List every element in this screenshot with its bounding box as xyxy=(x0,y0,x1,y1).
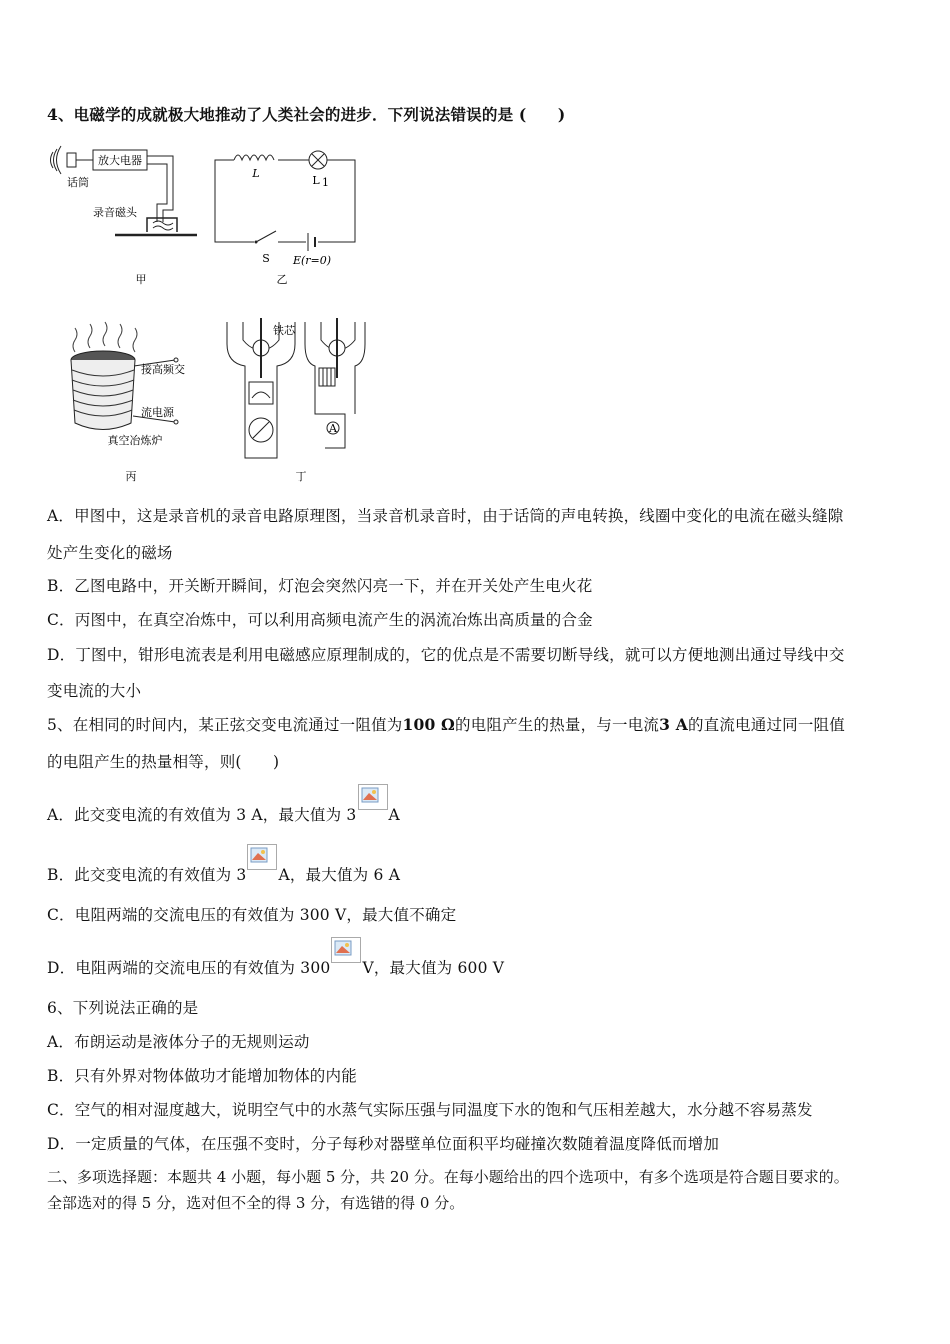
caption-ding: 丁 xyxy=(295,470,307,483)
q4-option-a-line1: A．甲图中，这是录音机的录音电路原理图，当录音机录音时，由于话筒的声电转换，线圈中变化的电流在磁头缝隙 xyxy=(47,507,844,525)
q5-option-d-post: V，最大值为 600 V xyxy=(362,959,505,977)
q5-option-a-post: A xyxy=(388,806,400,824)
label-furnace: 真空冶炼炉 xyxy=(107,434,163,447)
label-S: S xyxy=(262,252,270,265)
broken-image-icon xyxy=(331,937,361,963)
q5-option-a xyxy=(47,796,400,825)
label-L: L xyxy=(252,167,260,180)
q6-option-b: B．只有外界对物体做功才能增加物体的内能 xyxy=(47,1067,357,1085)
caption-bing: 丙 xyxy=(125,470,137,483)
q4-option-a-line2: 处产生变化的磁场 xyxy=(47,544,173,562)
q5-stem-part3: 的直流电通过同一阻值 xyxy=(687,716,845,734)
label-core: 铁芯 xyxy=(273,324,295,337)
q5-stem-line1 xyxy=(47,713,845,735)
q5-option-d-pre: D．电阻两端的交流电压的有效值为 300 xyxy=(47,959,331,977)
q6-option-a: A．布朗运动是液体分子的无规则运动 xyxy=(47,1033,310,1051)
q5-option-b-pre: B．此交变电流的有效值为 3 xyxy=(47,866,247,884)
q5-stem-part1: 5、在相同的时间内，某正弦交变电流通过一阻值为 xyxy=(47,716,403,734)
label-hf2: 流电源 xyxy=(141,406,174,419)
figure-ding xyxy=(215,318,375,486)
q5-option-b-post: A，最大值为 6 A xyxy=(278,866,401,884)
q6-option-d: D．一定质量的气体，在压强不变时，分子每秒对器壁单位面积平均碰撞次数随着温度降低而增加 xyxy=(47,1135,720,1153)
section2-line1: 二、多项选择题：本题共 4 小题，每小题 5 分，共 20 分。在每小题给出的四个选项中，有多个选项是符合题目要求的。 xyxy=(47,1168,849,1186)
broken-image-icon xyxy=(358,784,388,810)
label-L1: L xyxy=(312,174,320,187)
label-E: E(r=0) xyxy=(292,254,332,267)
q5-stem-part2: 的电阻产生的热量，与一电流 xyxy=(455,716,660,734)
section2-line2: 全部选对的得 5 分，选对但不全的得 3 分，有选错的得 0 分。 xyxy=(47,1194,465,1212)
q5-option-c: C．电阻两端的交流电压的有效值为 300 V，最大值不确定 xyxy=(47,906,457,924)
q5-stem-resistance: 100 Ω xyxy=(402,715,456,734)
label-amp: 放大电器 xyxy=(98,154,142,167)
q6-stem: 6、下列说法正确的是 xyxy=(47,999,199,1017)
q5-option-d xyxy=(47,949,504,978)
q4-option-d-line1: D．丁图中，钳形电流表是利用电磁感应原理制成的，它的优点是不需要切断导线，就可以方便地测出通过导线中交 xyxy=(47,646,845,664)
q4-option-b: B．乙图电路中，开关断开瞬间，灯泡会突然闪亮一下，并在开关处产生电火花 xyxy=(47,577,593,595)
figure-bing xyxy=(45,318,205,486)
broken-image-icon xyxy=(247,844,277,870)
label-ammeter: A xyxy=(329,422,337,435)
q5-stem-current: 3 A xyxy=(659,715,688,734)
figure-yi xyxy=(210,140,370,290)
q5-option-a-pre: A．此交变电流的有效值为 3 A，最大值为 3 xyxy=(47,806,357,824)
q6-option-c: C．空气的相对湿度越大，说明空气中的水蒸气实际压强与同温度下水的饱和气压相差越大，水分越不容易蒸发 xyxy=(47,1101,813,1119)
figure-jia xyxy=(45,140,205,290)
caption-yi: 乙 xyxy=(276,273,288,286)
q4-stem: 4、电磁学的成就极大地推动了人类社会的进步．下列说法错误的是 ( ) xyxy=(47,105,566,124)
label-mic: 话筒 xyxy=(67,176,89,189)
label-hf1: 接高频交 xyxy=(141,363,185,376)
caption-jia: 甲 xyxy=(135,273,147,286)
label-head: 录音磁头 xyxy=(93,206,137,219)
q4-option-d-line2: 变电流的大小 xyxy=(47,682,142,700)
label-L1-sub: 1 xyxy=(322,176,329,189)
q5-option-b xyxy=(47,856,400,885)
q4-option-c: C．丙图中，在真空冶炼中，可以利用高频电流产生的涡流冶炼出高质量的合金 xyxy=(47,611,593,629)
q5-stem-line2: 的电阻产生的热量相等，则( ) xyxy=(47,753,280,771)
